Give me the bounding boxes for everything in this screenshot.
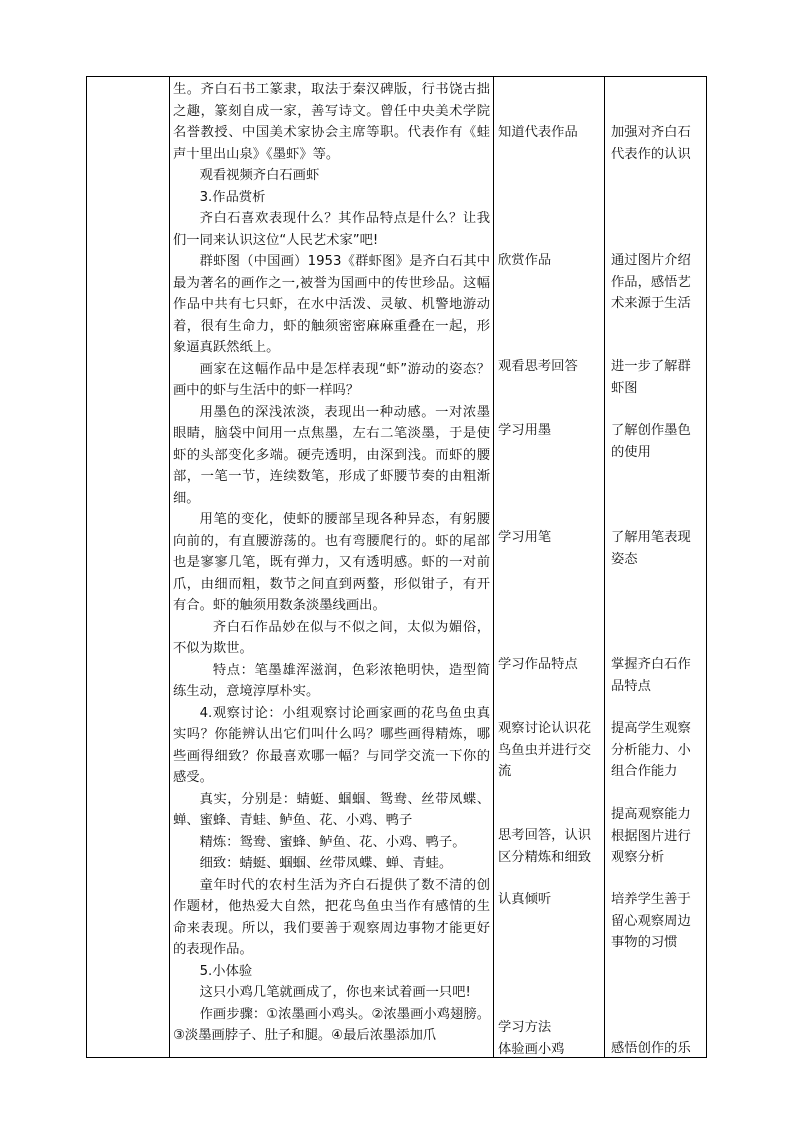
student-activity-8: 认真倾听 xyxy=(498,892,552,907)
design-intent-3: 了解创作墨色的使用 xyxy=(611,423,691,460)
teaching-content-column xyxy=(173,79,490,1055)
content-para-10: 4.观察讨论：小组观察讨论画家画的花鸟鱼虫真实吗？你能辨认出它们叫什么吗？哪些画得精炼，哪些画得细致？你最喜欢哪一幅？与同学交流一下你的感受。 xyxy=(173,705,490,785)
student-activity-9: 学习方法 体验画小鸡 xyxy=(498,1020,565,1057)
student-activity-5: 学习作品特点 xyxy=(498,657,578,672)
content-para-8: 齐白石作品妙在似与不似之间，太似为媚俗，不似为欺世。 xyxy=(173,619,490,656)
student-activity-7: 思考回答，认识区分精炼和细致 xyxy=(498,828,592,865)
content-para-15: 5.小体验 xyxy=(199,963,253,979)
content-para-12: 精炼：鸳鸯、蜜蜂、鲈鱼、花、小鸡、鸭子。 xyxy=(199,834,466,850)
content-para-17: 作画步骤：①浓墨画小鸡头。②浓墨画小鸡翅膀。③淡墨画脖子、肚子和腿。④最后浓墨添加爪 xyxy=(173,1006,490,1043)
content-para-11: 真实，分别是：蜻蜓、蝈蝈、鸳鸯、丝带凤蝶、蝉、蜜蜂、青蛙、鲈鱼、花、小鸡、鸭子 xyxy=(173,791,490,828)
content-para-2: 3.作品赏析 xyxy=(199,189,266,205)
design-intent-0: 加强对齐白石代表作的认识 xyxy=(611,125,691,162)
content-para-3: 齐白石喜欢表现什么？其作品特点是什么？让我们一同来认识这位“人民艺术家”吧! xyxy=(173,211,490,248)
design-intent-6: 提高学生观察分析能力、小组合作能力 xyxy=(611,721,691,779)
col-line-4 xyxy=(604,76,605,1058)
col-line-5 xyxy=(706,76,707,1058)
content-para-4: 群虾图（中国画）1953《群虾图》是齐白石其中最为著名的画作之一,被誉为国画中的传世珍品。这幅作品中共有七只虾，在水中活泼、灵敏、机警地游动着，很有生命力，虾的触须密密麻麻重叠在一起，形象逼真跃然纸上。 xyxy=(173,254,490,355)
student-activity-3: 学习用墨 xyxy=(498,423,552,438)
content-para-0: 生。齐白石书工篆隶，取法于秦汉碑版，行书饶古拙之趣，篆刻自成一家，善写诗文。曾任中央美术学院名誉教授、中国美术家协会主席等职。代表作有《蛙声十里出山泉》《墨虾》等。 xyxy=(173,82,490,162)
col-line-2 xyxy=(169,76,170,1058)
content-para-1: 观看视频齐白石画虾 xyxy=(199,168,320,183)
student-activity-6: 观察讨论认识花鸟鱼虫并进行交流 xyxy=(498,721,592,779)
col-line-3 xyxy=(493,76,494,1058)
design-intent-8: 培养学生善于留心观察周边事物的习惯 xyxy=(611,892,691,950)
design-intent-4: 了解用笔表现姿态 xyxy=(611,530,691,567)
design-intent-7: 提高观察能力根据图片进行观察分析 xyxy=(611,807,691,865)
student-activity-1: 欣赏作品 xyxy=(498,253,552,268)
content-para-5: 画家在这幅作品中是怎样表现“虾”游动的姿态？画中的虾与生活中的虾一样吗？ xyxy=(173,361,490,398)
content-para-6: 用墨色的深浅浓淡，表现出一种动感。一对浓墨眼睛，脑袋中间用一点焦墨，左右二笔淡墨，于是使虾的头部变化多端。硬壳透明，由深到浅。而虾的腰部，一笔一节，连续数笔，形成了虾腰节奏的由粗渐细。 xyxy=(173,404,490,506)
student-activity-0: 知道代表作品 xyxy=(498,125,578,140)
design-intent-2: 进一步了解群虾图 xyxy=(611,359,691,396)
table-top-border xyxy=(86,76,707,77)
student-activity-2: 观看思考回答 xyxy=(498,359,578,374)
content-para-9: 特点：笔墨雄浑滋润，色彩浓艳明快，造型简练生动，意境淳厚朴实。 xyxy=(173,662,490,699)
design-intent-1: 通过图片介绍作品，感悟艺术来源于生活 xyxy=(611,253,691,311)
student-activity-4: 学习用笔 xyxy=(498,530,552,545)
content-para-7: 用笔的变化，使虾的腰部呈现各种异态，有躬腰向前的，有直腰游荡的。也有弯腰爬行的。虾的尾部也是寥寥几笔，既有弹力，又有透明感。虾的一对前爪，由细而粗，数节之间直到两螯，形似钳子，有开有合。虾的触须用数条淡墨线画出。 xyxy=(173,512,490,613)
content-para-16: 这只小鸡几笔就画成了，你也来试着画一只吧! xyxy=(199,985,471,1000)
design-intent-5: 掌握齐白石作品特点 xyxy=(611,657,691,694)
design-intent-9: 感悟创作的乐 xyxy=(611,1041,691,1056)
content-para-13: 细致：蜻蜓、蝈蝈、丝带凤蝶、蝉、青蛙。 xyxy=(199,856,453,871)
content-para-14: 童年时代的农村生活为齐白石提供了数不清的创作题材，他热爱大自然，把花鸟鱼虫当作有感情的生命来表现。所以，我们要善于观察周边事物才能更好的表现作品。 xyxy=(173,877,490,957)
col-line-1 xyxy=(86,76,87,1058)
